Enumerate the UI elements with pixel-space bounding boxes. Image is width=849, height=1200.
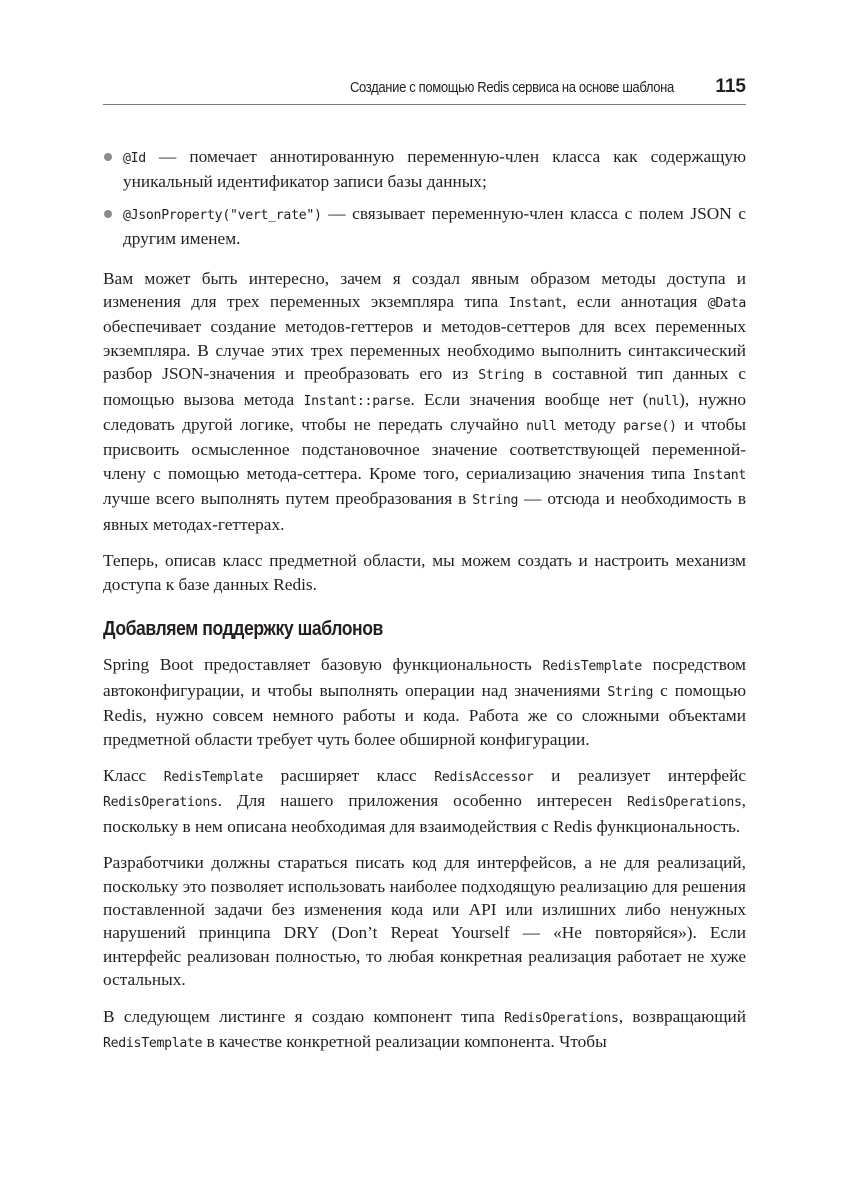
bullet-icon <box>104 210 112 218</box>
paragraph: Теперь, описав класс предметной области, мы можем создать и настроить механизм доступа к базе данных Redis. <box>103 551 746 594</box>
section-heading: Добавляем поддержку шаблонов <box>103 617 383 640</box>
text-run: , если аннотация <box>562 292 708 312</box>
list-item <box>103 202 746 251</box>
running-head <box>103 76 746 105</box>
text-run: обеспечивает создание методов-геттеров и методов-сеттеров для всех переменных экземпляра. В случае этих трех переменных необходимо выполнить синтаксический разбор JSON-значения и преобразовать его из <box>103 317 746 384</box>
text-run: . Если значения вообще нет ( <box>410 389 649 409</box>
inline-code: String <box>472 493 519 509</box>
text-run: методу <box>556 415 624 435</box>
paragraph <box>103 267 746 536</box>
list-item-text: — помечает аннотированную переменную-член класса как содержащую уникальный идентификатор записи базы данных; <box>123 147 746 192</box>
inline-code: RedisAccessor <box>434 769 534 785</box>
inline-code: parse() <box>623 419 677 435</box>
text-run: Spring Boot предоставляет базовую функциональность <box>103 655 543 675</box>
text-run: с помощью Redis, нужно совсем немного работы и кода. Работа же со сложными объектами предметной области требует чуть более обширной конфигурации. <box>103 680 746 749</box>
text-run: лучше всего выполнять путем преобразования в <box>103 489 473 509</box>
inline-code: RedisOperations <box>627 795 742 811</box>
inline-code: null <box>648 393 680 409</box>
inline-code: RedisTemplate <box>103 1036 203 1051</box>
running-head-title: Создание с помощью Redis сервиса на основе шаблона <box>350 80 674 96</box>
inline-code: null <box>526 419 557 435</box>
text-run: — отсюда и необходимость в явных методах-геттерах. <box>103 489 747 534</box>
inline-code: Instant <box>508 296 563 312</box>
inline-code: RedisOperations <box>103 795 218 811</box>
inline-code: Instant <box>692 467 746 483</box>
list-item-text: — связывает переменную-член класса с полем JSON с другим именем. <box>123 203 746 249</box>
text-run: ), нужно следовать другой логике, чтобы не передать случайно <box>103 389 746 435</box>
inline-code: @Id <box>123 151 146 166</box>
inline-code: @Data <box>707 296 746 312</box>
paragraph <box>103 653 746 751</box>
text-run: , поскольку в нем описана необходимая для взаимодействия с Redis функциональность. <box>103 791 746 836</box>
text-run: Вам может быть интересно, зачем я создал явным образом методы доступа и изменения для трех переменных экземпляра типа <box>103 268 746 312</box>
page-content <box>103 145 746 1068</box>
text-run: Класс <box>103 765 164 785</box>
bullet-list <box>103 145 746 251</box>
text-run: . Для нашего приложения особенно интересен <box>217 791 628 811</box>
inline-code: Instant::parse <box>303 393 411 409</box>
list-item <box>103 145 746 194</box>
inline-code: String <box>607 684 654 700</box>
text-run: расширяет класс <box>263 765 435 785</box>
inline-code: RedisTemplate <box>542 659 642 675</box>
text-run: В следующем листинге я создаю компонент типа <box>103 1006 505 1026</box>
text-run: , возвращающий <box>618 1006 746 1026</box>
text-run: и реализует интерфейс <box>533 765 747 785</box>
text-run: и чтобы присвоить осмысленное подстановочное значение соответствующей переменной-члену с помощью метода-сеттера. Кроме того, сериализацию значения типа <box>103 415 747 483</box>
paragraph: Разработчики должны стараться писать код для интерфейсов, а не для реализаций, поскольку это позволяет использовать наиболее подходящую реализацию для решения поставленной задачи без изменения кода или API или излишних либо ненужных нарушений принципа DRY (Don’t Repeat Yourself — «Не повторяйся»). Если интерфейс реализован полностью, то любая конкретная реализация работает не хуже остальных. <box>103 853 746 990</box>
inline-code: @JsonProperty("vert_rate") <box>123 207 322 223</box>
page-number: 115 <box>715 76 746 97</box>
bullet-icon <box>104 153 112 161</box>
paragraph <box>103 1005 746 1056</box>
text-run: в составной тип данных с помощью вызова метода <box>103 364 746 409</box>
text-run: посредством автоконфигурации, и чтобы выполнять операции над значениями <box>103 655 746 700</box>
paragraph <box>103 764 746 838</box>
text-run: в качестве конкретной реализации компонента. Чтобы <box>202 1032 607 1051</box>
inline-code: RedisTemplate <box>163 769 264 785</box>
inline-code: String <box>478 368 525 384</box>
inline-code: RedisOperations <box>504 1010 619 1026</box>
